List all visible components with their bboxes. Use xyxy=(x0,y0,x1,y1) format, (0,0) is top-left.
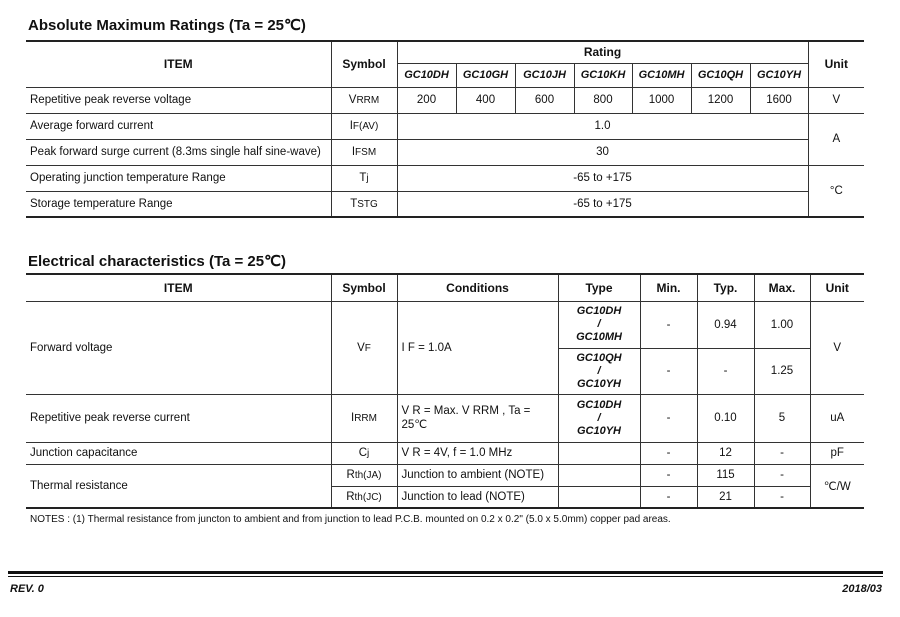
symbol-main: T xyxy=(350,197,358,210)
row-item: Peak forward surge current (8.3ms single half sine-wave) xyxy=(26,139,331,165)
row-symbol xyxy=(331,139,397,165)
type-line: GC10MH xyxy=(576,331,622,343)
condition-cell: V R = 4V, f = 1.0 MHz xyxy=(397,442,558,464)
revision-label: REV. 0 xyxy=(10,583,44,595)
row-item: Repetitive peak reverse current xyxy=(26,394,331,442)
header-symbol: Symbol xyxy=(331,41,397,87)
unit-cell: uA xyxy=(810,394,864,442)
unit-cell: V xyxy=(810,301,864,394)
type-header: GC10YH xyxy=(750,63,808,87)
condition-cell: V R = Max. V RRM , Ta = 25℃ xyxy=(397,394,558,442)
symbol-sub: th(JC) xyxy=(354,491,382,503)
min-cell: - xyxy=(640,464,697,486)
value-cell: 30 xyxy=(397,139,808,165)
max-cell: - xyxy=(754,486,810,508)
symbol-sub: F xyxy=(364,342,371,354)
type-cell xyxy=(558,486,640,508)
row-symbol xyxy=(331,301,397,394)
table-row xyxy=(26,87,864,113)
type-line: GC10DH xyxy=(576,305,622,317)
header-item: ITEM xyxy=(26,274,331,301)
header-min: Min. xyxy=(640,274,697,301)
symbol-main: I xyxy=(349,120,353,132)
row-item: Junction capacitance xyxy=(26,442,331,464)
min-cell: - xyxy=(640,301,697,348)
amr-title: Absolute Maximum Ratings (Ta = 25℃) xyxy=(28,17,306,34)
row-symbol xyxy=(331,191,397,217)
unit-cell: pF xyxy=(810,442,864,464)
row-symbol xyxy=(331,113,397,139)
min-cell: - xyxy=(640,486,697,508)
type-line: GC10YH xyxy=(576,377,622,390)
type-cell xyxy=(558,394,640,442)
value-cell: 1200 xyxy=(691,87,750,113)
row-symbol xyxy=(331,464,397,486)
symbol-sub: j xyxy=(367,448,370,459)
symbol-main: I xyxy=(351,146,356,158)
value-cell: 400 xyxy=(456,87,515,113)
header-item: ITEM xyxy=(26,41,331,87)
type-cell xyxy=(558,348,640,394)
absolute-max-ratings-table xyxy=(26,40,864,218)
header-typ: Typ. xyxy=(697,274,754,301)
value-cell: 200 xyxy=(397,87,456,113)
table-row xyxy=(26,301,864,348)
value-cell: -65 to +175 xyxy=(397,191,808,217)
symbol-sub: j xyxy=(366,173,369,184)
min-cell: - xyxy=(640,348,697,394)
type-cell xyxy=(558,464,640,486)
value-cell: 1600 xyxy=(750,87,808,113)
row-item: Operating junction temperature Range xyxy=(26,165,331,191)
row-symbol xyxy=(331,165,397,191)
value-cell: 1000 xyxy=(632,87,691,113)
type-separator: / xyxy=(597,318,601,330)
typ-cell: 0.94 xyxy=(697,301,754,348)
type-cell xyxy=(558,301,640,348)
type-header: GC10KH xyxy=(574,63,632,87)
header-unit: Unit xyxy=(808,41,864,87)
unit-cell: V xyxy=(808,87,864,113)
type-cell xyxy=(558,442,640,464)
value-cell: 600 xyxy=(515,87,574,113)
type-separator: / xyxy=(597,411,601,424)
ec-title: Electrical characteristics (Ta = 25℃) xyxy=(28,253,286,270)
type-header: GC10GH xyxy=(456,63,515,87)
symbol-sub: RRM xyxy=(354,413,377,424)
row-item: Thermal resistance xyxy=(26,464,331,508)
symbol-main: T xyxy=(359,172,367,184)
typ-cell: 0.10 xyxy=(697,394,754,442)
type-line: GC10QH xyxy=(576,351,622,364)
row-item: Average forward current xyxy=(26,113,331,139)
symbol-main: R xyxy=(346,490,355,503)
electrical-characteristics-table xyxy=(26,273,864,509)
row-symbol xyxy=(331,486,397,508)
typ-cell: 21 xyxy=(697,486,754,508)
table-row xyxy=(26,165,864,191)
date-label: 2018/03 xyxy=(842,583,882,595)
max-cell: - xyxy=(754,464,810,486)
type-header: GC10DH xyxy=(397,63,456,87)
unit-cell: °C xyxy=(808,165,864,217)
table-row xyxy=(26,442,864,464)
row-symbol xyxy=(331,87,397,113)
type-separator: / xyxy=(597,364,601,377)
type-header: GC10QH xyxy=(691,63,750,87)
value-cell: 1.0 xyxy=(397,113,808,139)
table-row xyxy=(26,191,864,217)
type-line: GC10DH xyxy=(576,398,622,411)
min-cell: - xyxy=(640,442,697,464)
header-max: Max. xyxy=(754,274,810,301)
symbol-sub: STG xyxy=(357,198,378,210)
header-type: Type xyxy=(558,274,640,301)
condition-cell: Junction to lead (NOTE) xyxy=(397,486,558,508)
symbol-main: R xyxy=(346,469,355,481)
symbol-sub: th(JA) xyxy=(354,470,382,481)
type-header: GC10MH xyxy=(632,63,691,87)
footer-rule-thin xyxy=(8,576,883,577)
symbol-main: I xyxy=(351,412,355,424)
condition-cell: I F = 1.0A xyxy=(397,301,558,394)
header-unit: Unit xyxy=(810,274,864,301)
row-item: Storage temperature Range xyxy=(26,191,331,217)
notes-text: NOTES : (1) Thermal resistance from juncton to ambient and from junction to lead P.C.B. mounted on 0.2 x 0.2" (5.0 x 5.0mm) copper pad areas. xyxy=(30,514,671,525)
typ-cell: 12 xyxy=(697,442,754,464)
table-row xyxy=(26,139,864,165)
row-symbol xyxy=(331,394,397,442)
typ-cell: 115 xyxy=(697,464,754,486)
min-cell: - xyxy=(640,394,697,442)
row-symbol xyxy=(331,442,397,464)
max-cell: 1.25 xyxy=(754,348,810,394)
row-item: Repetitive peak reverse voltage xyxy=(26,87,331,113)
symbol-sub: F(AV) xyxy=(352,121,379,132)
header-conditions: Conditions xyxy=(397,274,558,301)
value-cell: -65 to +175 xyxy=(397,165,808,191)
table-row xyxy=(26,464,864,486)
symbol-sub: RRM xyxy=(356,95,380,106)
symbol-main: C xyxy=(358,447,368,459)
type-header: GC10JH xyxy=(515,63,574,87)
max-cell: 1.00 xyxy=(754,301,810,348)
table-row xyxy=(26,394,864,442)
typ-cell: - xyxy=(697,348,754,394)
unit-cell: A xyxy=(808,113,864,165)
condition-cell: Junction to ambient (NOTE) xyxy=(397,464,558,486)
symbol-main: V xyxy=(348,94,357,106)
type-line: GC10YH xyxy=(576,424,622,437)
header-symbol: Symbol xyxy=(331,274,397,301)
symbol-sub: FSM xyxy=(355,147,377,158)
table-row xyxy=(26,113,864,139)
max-cell: - xyxy=(754,442,810,464)
symbol-main: V xyxy=(357,341,365,354)
max-cell: 5 xyxy=(754,394,810,442)
footer-rule-thick xyxy=(8,571,883,574)
row-item: Forward voltage xyxy=(26,301,331,394)
unit-cell: ℃/W xyxy=(810,464,864,508)
header-rating: Rating xyxy=(397,41,808,63)
value-cell: 800 xyxy=(574,87,632,113)
